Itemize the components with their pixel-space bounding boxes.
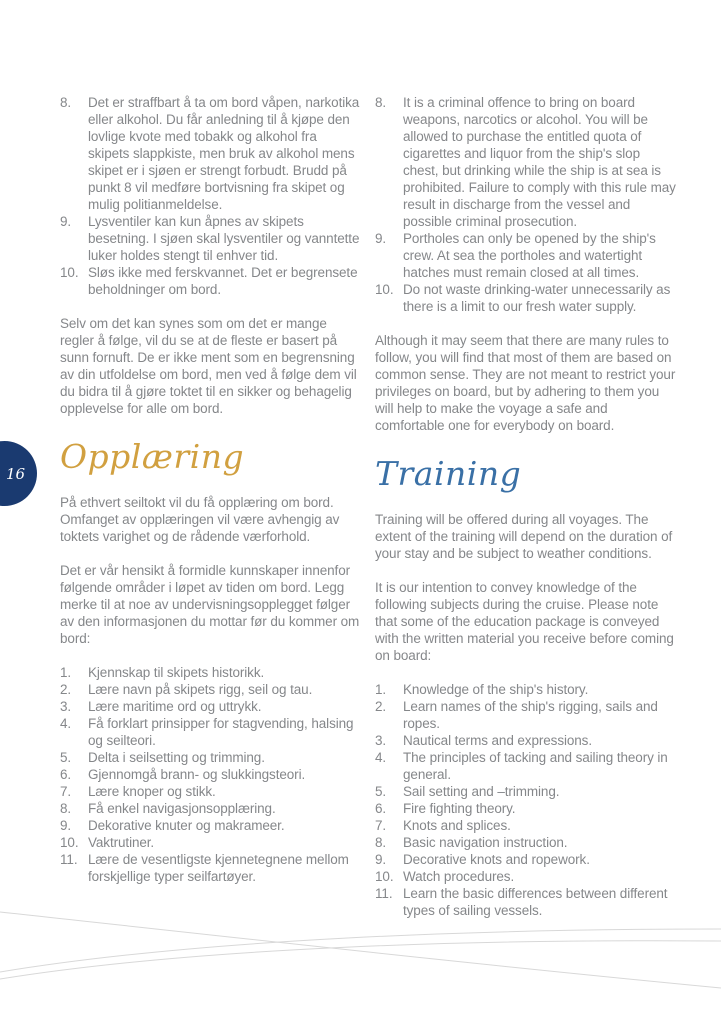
list-item [60, 834, 361, 851]
item-number: 1. [375, 682, 387, 697]
list-item [60, 94, 361, 213]
list-item [375, 698, 676, 732]
item-number: 8. [375, 835, 387, 850]
list-item [60, 766, 361, 783]
item-text: Knots and splices. [403, 818, 511, 833]
item-text: Dekorative knuter og makrameer. [88, 818, 285, 833]
list-item [375, 281, 676, 315]
list-item [60, 749, 361, 766]
item-text: Lære navn på skipets rigg, seil og tau. [88, 682, 313, 697]
list-item [60, 851, 361, 885]
item-text: Portholes can only be opened by the ship's crew. At sea the portholes and watertight hatches must remain closed at all times. [403, 231, 656, 280]
item-number: 6. [375, 801, 387, 816]
item-number: 9. [60, 818, 72, 833]
item-number: 7. [60, 784, 72, 799]
item-number: 2. [60, 682, 72, 697]
item-number: 11. [60, 852, 78, 867]
item-text: Sløs ikke med ferskvannet. Det er begrensete beholdninger om bord. [88, 265, 358, 297]
item-number: 10. [375, 282, 394, 297]
list-item [60, 800, 361, 817]
list-item [375, 800, 676, 817]
decorative-wave-lines [0, 883, 721, 1023]
paragraph-training-subjects-en: It is our intention to convey knowledge of the following subjects during the cruise. Please note that some of the education package is conveyed with the written material you receive before coming on board: [375, 580, 674, 663]
list-item [60, 213, 361, 264]
paragraph-common-sense-en: Although it may seem that there are many rules to follow, you will find that most of them are based on common sense. They are not meant to restrict your privileges on board, but by adhering to them you will help to make the voyage a safe and comfortable one for everybody on board. [375, 333, 676, 433]
two-column-layout [60, 94, 676, 919]
item-number: 7. [375, 818, 387, 833]
paragraph-training-intro-en: Training will be offered during all voyages. The extent of the training will depend on the duration of your stay and be subject to weather conditions. [375, 512, 673, 561]
item-text: Fire fighting theory. [403, 801, 516, 816]
list-item [60, 681, 361, 698]
topics-list-norwegian [60, 664, 361, 885]
item-number: 8. [375, 95, 387, 110]
item-text: Gjennomgå brann- og slukkingsteori. [88, 767, 306, 782]
item-number: 9. [60, 214, 72, 229]
item-text: Nautical terms and expressions. [403, 733, 592, 748]
item-text: Learn the basic differences between different types of sailing vessels. [403, 886, 668, 918]
item-text: Kjennskap til skipets historikk. [88, 665, 265, 680]
column-norwegian [60, 94, 361, 919]
list-item [375, 681, 676, 698]
list-item [60, 698, 361, 715]
list-item [60, 817, 361, 834]
item-number: 3. [375, 733, 387, 748]
item-text: Basic navigation instruction. [403, 835, 568, 850]
item-text: It is a criminal offence to bring on board weapons, narcotics or alcohol. You will be allowed to purchase the entitled quota of cigarettes and liquor from the ship's slop chest, but drinking while the ship is at sea is prohibited. Failure to comply with this rule may result in discharge from the vessel and possible criminal prosecution. [403, 95, 676, 229]
paragraph-training-intro-no: På ethvert seiltokt vil du få opplæring om bord. Omfanget av opplæringen vil være avhengig av toktets varighet og de rådende værforhold. [60, 495, 340, 544]
list-item [375, 817, 676, 834]
item-number: 2. [375, 699, 387, 714]
list-item [375, 732, 676, 749]
item-number: 9. [375, 231, 387, 246]
list-item [60, 664, 361, 681]
item-number: 11. [375, 886, 393, 901]
list-item [375, 749, 676, 783]
item-text: Watch procedures. [403, 869, 515, 884]
list-item [60, 715, 361, 749]
item-text: Lysventiler kan kun åpnes av skipets besetning. I sjøen skal lysventiler og vanntette luker holdes stengt til enhver tid. [88, 214, 360, 263]
item-number: 6. [60, 767, 72, 782]
item-text: Det er straffbart å ta om bord våpen, narkotika eller alkohol. Du får anledning til å kjøpe den lovlige kvote med tobakk og alkohol fra skipets slappkiste, men bruk av alkohol mens skipet er i sjøen er strengt forbudt. Brudd på punkt 8 vil medføre bortvisning fra skipet og mulig politianmeldelse. [88, 95, 360, 212]
list-item [375, 783, 676, 800]
list-item [375, 834, 676, 851]
list-item [375, 230, 676, 281]
page-number: 16 [6, 464, 26, 483]
rules-list-norwegian [60, 94, 361, 298]
item-text: The principles of tacking and sailing theory in general. [403, 750, 668, 782]
page-number-tab [0, 441, 37, 506]
item-number: 10. [60, 835, 79, 850]
item-text: Knowledge of the ship's history. [403, 682, 589, 697]
item-number: 3. [60, 699, 72, 714]
item-number: 4. [375, 750, 387, 765]
item-text: Decorative knots and ropework. [403, 852, 590, 867]
item-number: 8. [60, 95, 72, 110]
list-item [375, 851, 676, 868]
item-number: 4. [60, 716, 72, 731]
item-text: Få enkel navigasjonsopplæring. [88, 801, 276, 816]
section-heading-training: Training [375, 454, 522, 493]
item-number: 5. [375, 784, 387, 799]
item-number: 9. [375, 852, 387, 867]
item-text: Lære maritime ord og uttrykk. [88, 699, 262, 714]
list-item [60, 783, 361, 800]
item-text: Lære de vesentligste kjennetegnene mellom forskjellige typer seilfartøyer. [88, 852, 349, 884]
item-number: 1. [60, 665, 72, 680]
paragraph-training-subjects-no: Det er vår hensikt å formidle kunnskaper innenfor følgende områder i løpet av tiden om bord. Legg merke til at noe av undervisningsopplegget følger av den informasjonen du mottar før du kommer om bord: [60, 563, 360, 646]
list-item [375, 94, 676, 230]
item-number: 10. [60, 265, 79, 280]
item-text: Do not waste drinking-water unnecessarily as there is a limit to our fresh water supply. [403, 282, 671, 314]
item-text: Sail setting and –trimming. [403, 784, 560, 799]
column-english [375, 94, 676, 919]
item-number: 5. [60, 750, 72, 765]
paragraph-common-sense-no: Selv om det kan synes som om det er mange regler å følge, vil du se at de fleste er basert på sunn fornuft. De er ikke ment som en begrensning av din utfoldelse om bord, men ved å følge dem vil du bidra til å gjøre toktet til en sikker og behagelig opplevelse for alle om bord. [60, 316, 357, 416]
item-text: Få forklart prinsipper for stagvending, halsing og seilteori. [88, 716, 354, 748]
list-item [60, 264, 361, 298]
item-text: Vaktrutiner. [88, 835, 155, 850]
item-text: Delta i seilsetting og trimming. [88, 750, 265, 765]
section-heading-opplaering: Opplæring [60, 437, 245, 476]
item-number: 10. [375, 869, 394, 884]
item-text: Lære knoper og stikk. [88, 784, 216, 799]
rules-list-english [375, 94, 676, 315]
item-number: 8. [60, 801, 72, 816]
item-text: Learn names of the ship's rigging, sails and ropes. [403, 699, 658, 731]
